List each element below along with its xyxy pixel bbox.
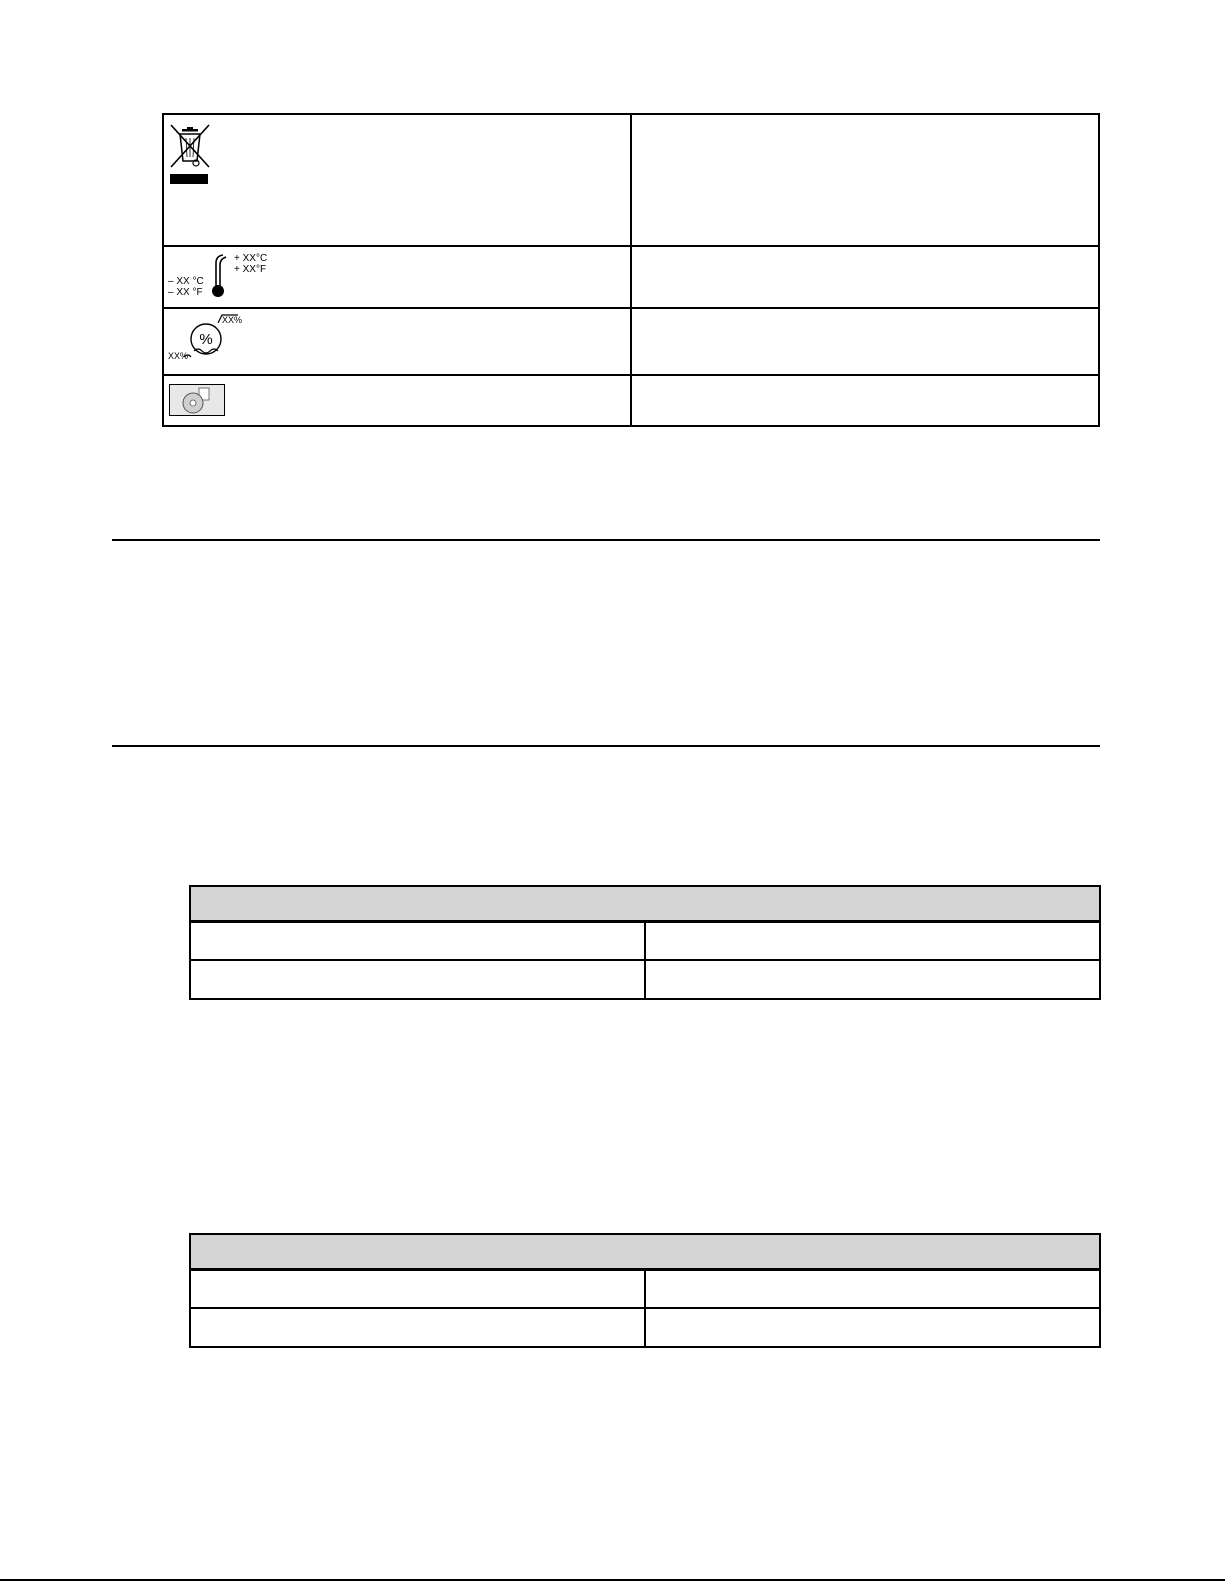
humidity-high: XX% [222, 315, 243, 325]
table-cell [191, 923, 644, 959]
temp-high-f: + XX°F [234, 264, 267, 275]
instructions-cd-icon [169, 384, 225, 416]
footer-rule [0, 1579, 1225, 1581]
section-rule [112, 539, 1100, 541]
symbols-table [162, 113, 1100, 427]
weee-crossed-bin-icon [169, 123, 211, 185]
temp-low-f: – XX °F [168, 287, 203, 298]
symbol-row-weee [164, 115, 1098, 247]
humidity-low: XX% [168, 351, 189, 361]
table-row [191, 961, 1099, 998]
table-header [191, 887, 1099, 923]
table-cell [646, 923, 1099, 959]
temp-high-c: + XX°C [234, 253, 268, 264]
symbol-description [632, 376, 1098, 427]
table-row [191, 923, 1099, 961]
section-rule [112, 745, 1100, 747]
temp-low-c: – XX °C [168, 276, 204, 287]
table-cell [646, 961, 1099, 998]
symbol-description [632, 309, 1098, 374]
spec-table-1 [189, 885, 1101, 1000]
symbol-row-instructions-cd [164, 376, 1098, 427]
thermometer-icon [209, 253, 229, 299]
symbol-row-humidity [164, 309, 1098, 376]
table-row [191, 1271, 1099, 1309]
symbol-description [632, 247, 1098, 307]
table-cell [191, 1271, 644, 1307]
table-cell [191, 961, 644, 998]
table-cell [191, 1309, 644, 1346]
table-cell [646, 1309, 1099, 1346]
table-header [191, 1235, 1099, 1271]
symbol-row-temperature [164, 247, 1098, 309]
symbol-description [632, 115, 1098, 245]
table-row [191, 1309, 1099, 1346]
table-cell [646, 1271, 1099, 1307]
spec-table-2 [189, 1233, 1101, 1348]
svg-text:%: % [199, 331, 213, 348]
